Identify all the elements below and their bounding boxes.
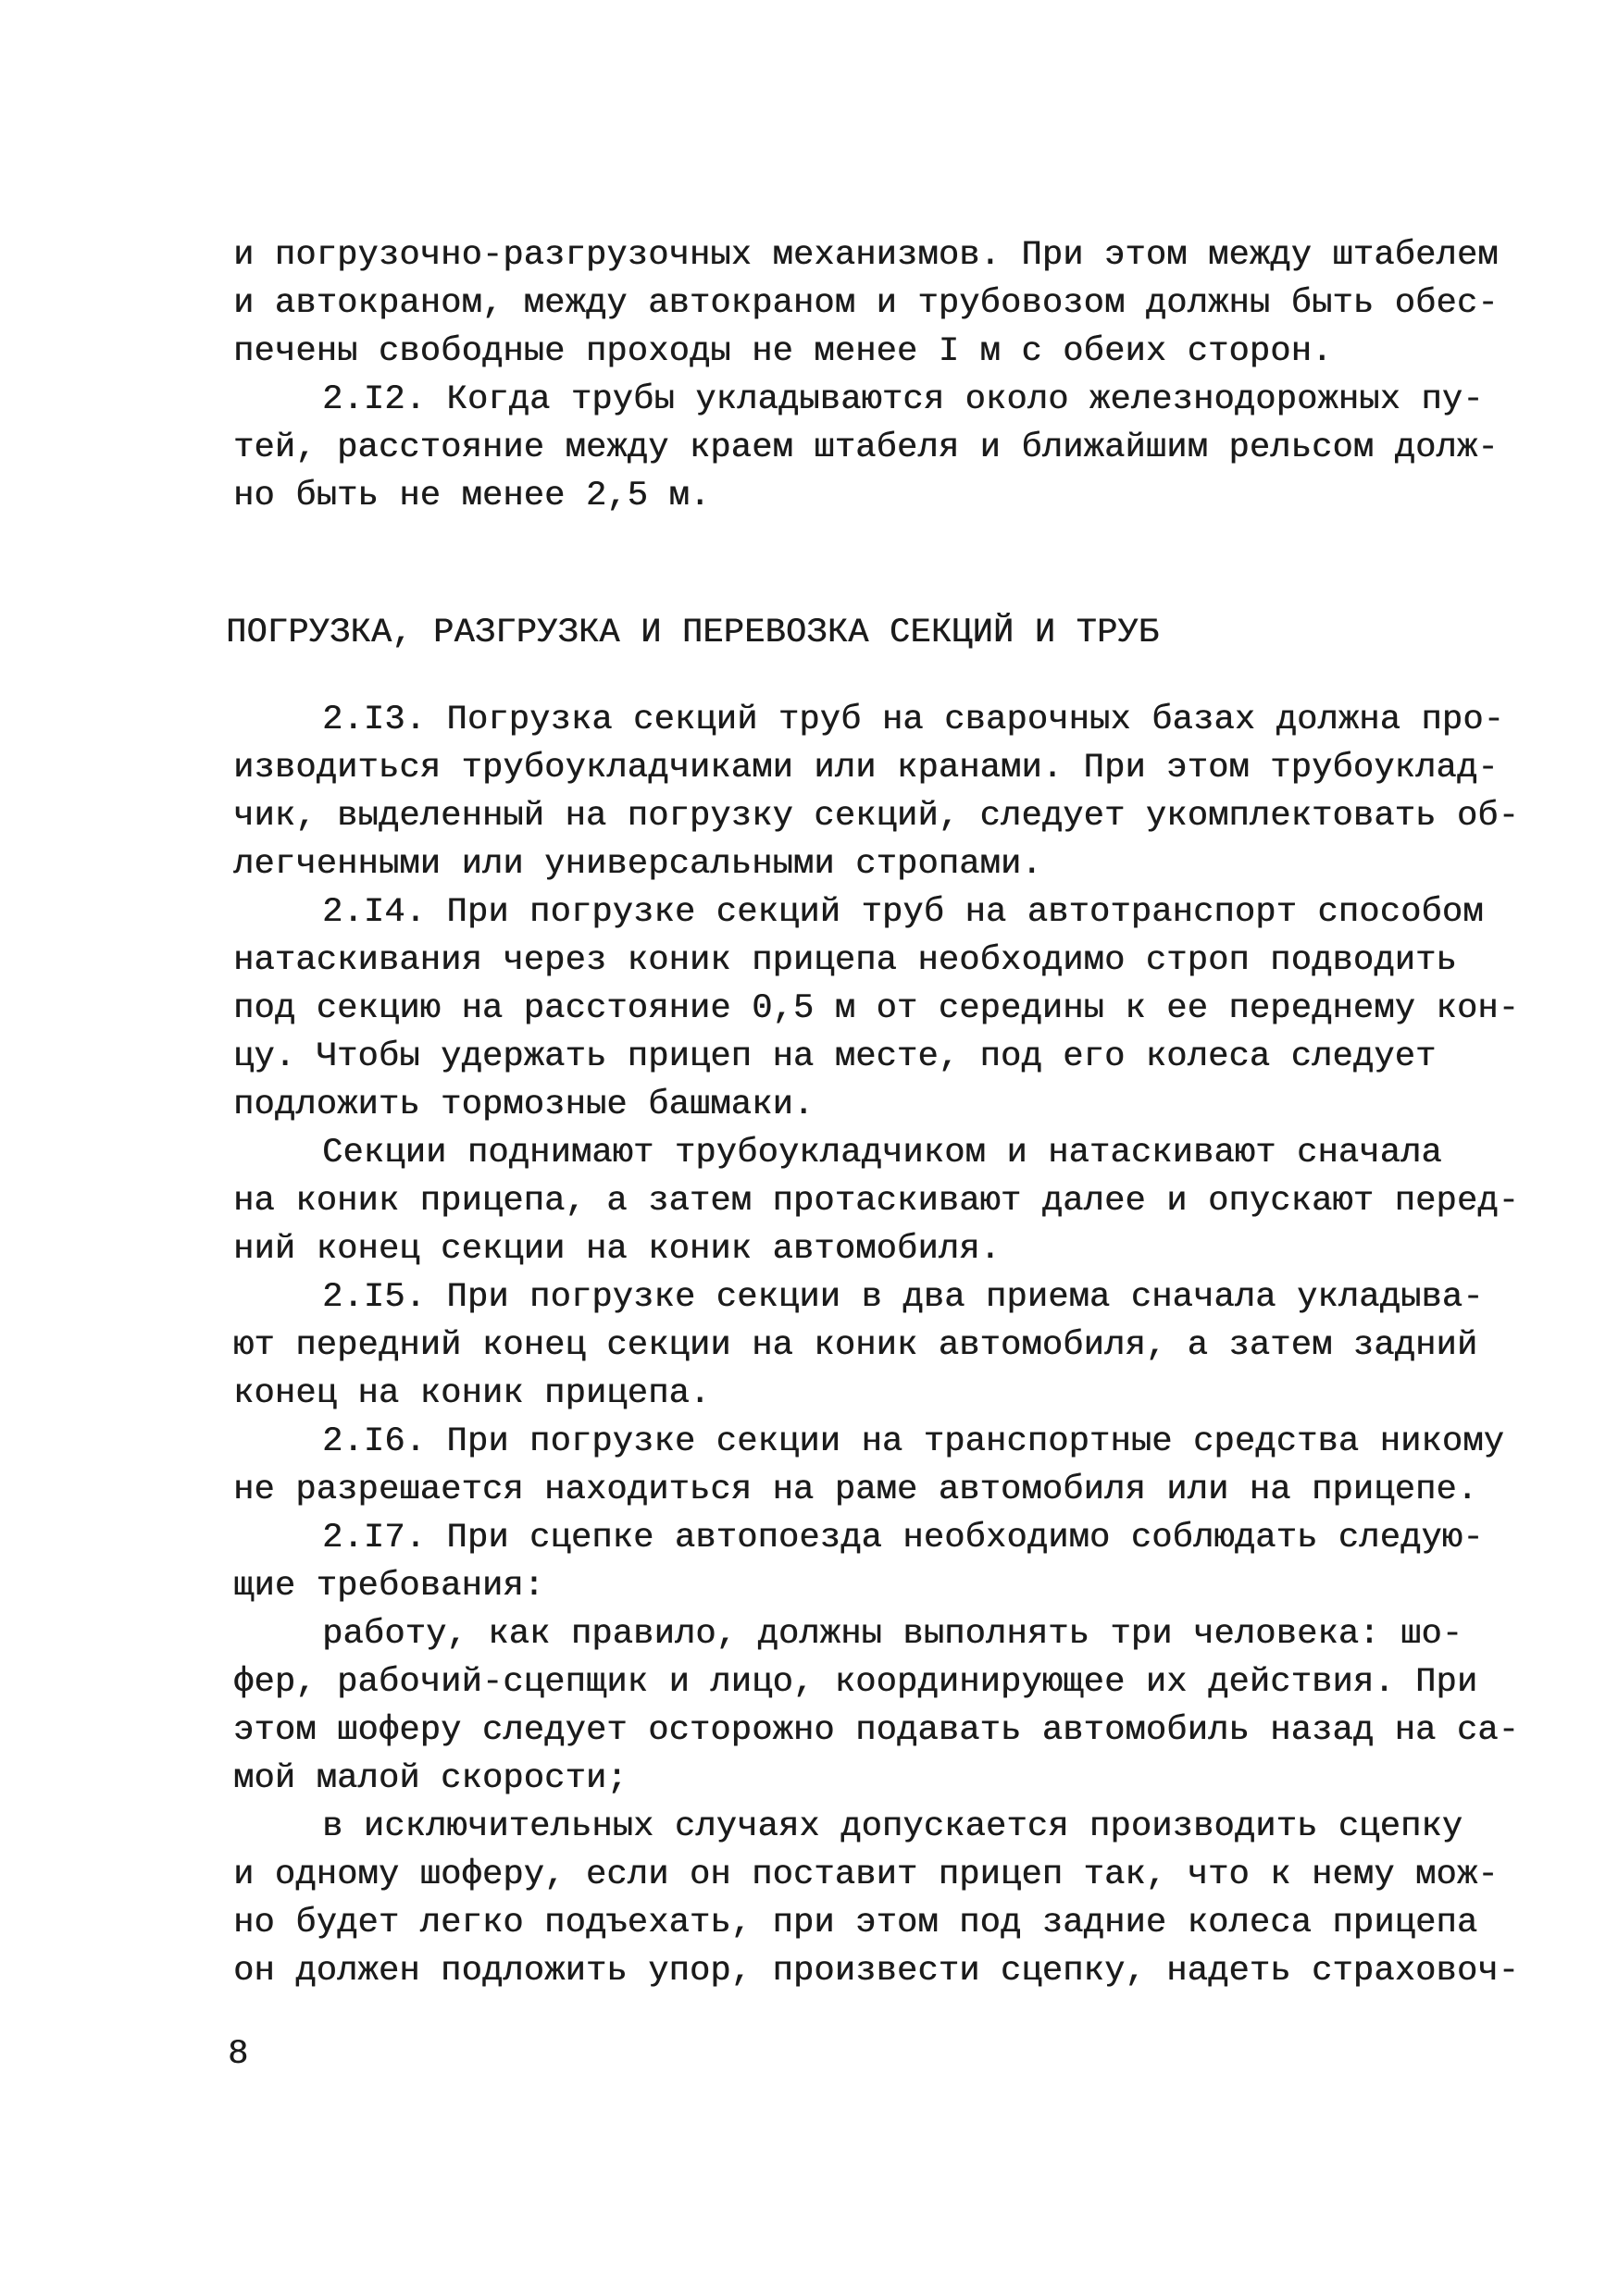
text-line: под секцию на расстояние 0,5 м от середины к ее переднему кон-	[233, 989, 1520, 1028]
text-line: на коник прицепа, а затем протаскивают далее и опускают перед-	[233, 1182, 1520, 1221]
text-line: печены свободные проходы не менее I м с обеих сторон.	[233, 332, 1333, 371]
text-line: ют передний конец секции на коник автомобиля, а затем задний	[233, 1326, 1478, 1365]
body-paragraphs	[233, 696, 1520, 1995]
text-line: Секции поднимают трубоукладчиком и натаскивают сначала	[322, 1134, 1442, 1173]
text-line: подложить тормозные башмаки.	[233, 1086, 815, 1124]
text-line: 2.I2. Когда трубы укладываются около железнодорожных пу-	[322, 380, 1484, 419]
text-line: цу. Чтобы удержать прицеп на месте, под его колеса следует	[233, 1037, 1437, 1076]
text-line: тей, расстояние между краем штабеля и ближайшим рельсом долж-	[233, 428, 1499, 467]
text-line: изводиться трубоукладчиками или кранами. При этом трубоуклад-	[233, 749, 1499, 788]
text-line: 2.I3. Погрузка секций труб на сварочных базах должна про-	[322, 701, 1505, 739]
text-line: легченными или универсальными стропами.	[233, 845, 1042, 884]
text-line: но быть не менее 2,5 м.	[233, 477, 711, 515]
text-line: в исключительных случаях допускается производить сцепку	[322, 1807, 1463, 1846]
text-line: конец на коник прицепа.	[233, 1374, 711, 1413]
section-heading: ПОГРУЗКА, РАЗГРУЗКА И ПЕРЕВОЗКА СЕКЦИЙ И ТРУБ	[226, 614, 1160, 652]
text-line: работу, как правило, должны выполнять три человека: шо-	[322, 1615, 1463, 1654]
text-line: и одному шоферу, если он поставит прицеп так, что к нему мож-	[233, 1855, 1499, 1894]
text-line: мой малой скорости;	[233, 1759, 628, 1798]
text-line: 2.I5. При погрузке секции в два приема сначала укладыва-	[322, 1278, 1484, 1317]
text-line: но будет легко подъехать, при этом под задние колеса прицепа	[233, 1904, 1478, 1942]
text-line: ний конец секции на коник автомобиля.	[233, 1230, 1001, 1269]
text-line: он должен подложить упор, произвести сцепку, надеть страховоч-	[233, 1952, 1520, 1991]
top-paragraphs	[233, 231, 1499, 520]
text-line: чик, выделенный на погрузку секций, следует укомплектовать об-	[233, 797, 1520, 836]
text-line: 2.I4. При погрузке секций труб на автотранспорт способом	[322, 893, 1484, 932]
text-line: этом шоферу следует осторожно подавать автомобиль назад на са-	[233, 1711, 1520, 1750]
text-line: фер, рабочий-сцепщик и лицо, координирующее их действия. При	[233, 1663, 1478, 1702]
page-number: 8	[228, 2035, 249, 2074]
text-line: и погрузочно-разгрузочных механизмов. При этом между штабелем	[233, 236, 1499, 275]
text-line: и автокраном, между автокраном и трубовозом должны быть обес-	[233, 284, 1499, 323]
text-line: щие требования:	[233, 1567, 545, 1606]
text-line: натаскивания через коник прицепа необходимо строп подводить	[233, 941, 1457, 980]
text-line: не разрешается находиться на раме автомобиля или на прицепе.	[233, 1471, 1478, 1509]
text-line: 2.I7. При сцепке автопоезда необходимо соблюдать следую-	[322, 1519, 1484, 1558]
text-line: 2.I6. При погрузке секции на транспортные средства никому	[322, 1422, 1505, 1461]
